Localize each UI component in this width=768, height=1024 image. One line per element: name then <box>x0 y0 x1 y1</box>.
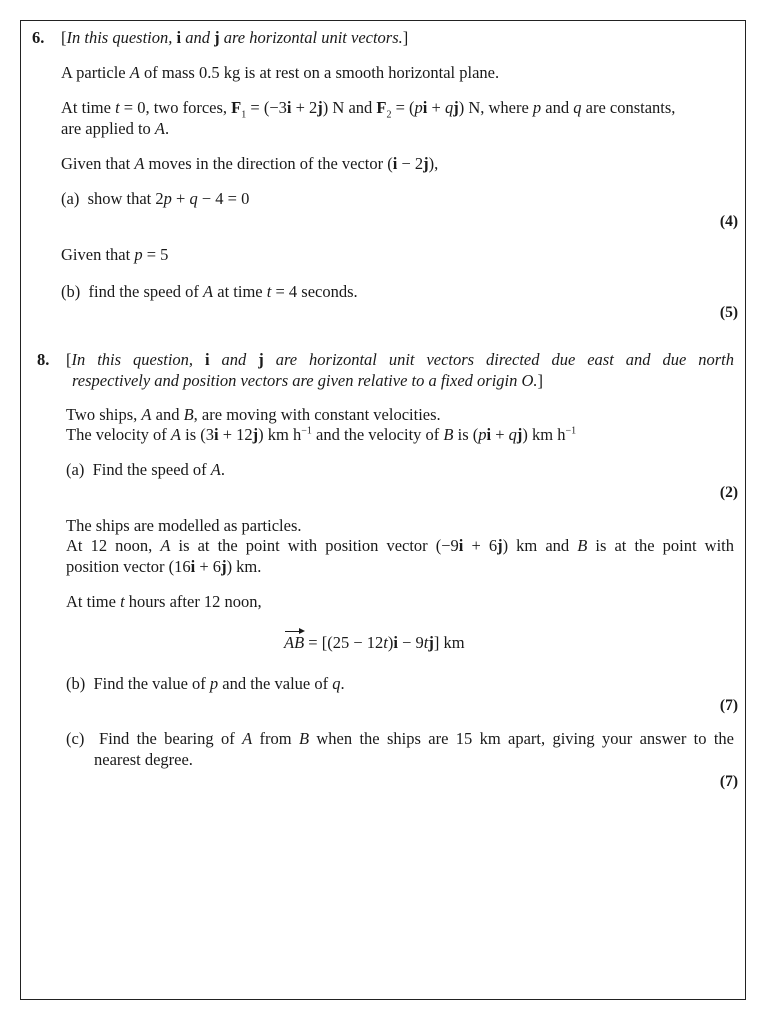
q8-part-c-1: (c) Find the bearing of A from B when the ships are 15 km apart, giving your answer to the <box>66 729 735 748</box>
q6-part-b: (b) find the speed of A at time t = 4 seconds. <box>61 282 358 301</box>
q8-line3: The ships are modelled as particles. <box>66 516 302 535</box>
q8-intro-1: [In this question, i and j are horizontal unit vectors directed due east and due north <box>66 350 734 369</box>
q8-line2: The velocity of A is (3i + 12j) km $h^{-1}$ and the velocity of B is (pi + qj) km $h^{-1}$ <box>66 425 577 444</box>
q8-part-b: (b) Find the value of p and the value of q. <box>66 674 345 693</box>
q6-given: Given that p = 5 <box>61 245 169 264</box>
q8-part-a: (a) Find the speed of A. <box>66 460 226 479</box>
q8-line6: At time t hours after 12 noon, <box>66 592 262 611</box>
q8-marks-a: (2) <box>719 484 738 501</box>
q6-line3: Given that A moves in the direction of the vector (i − 2j), <box>61 154 439 173</box>
q8-line4: At 12 noon, A is at the point with position vector (−9i + 6j) km and B is at the point with <box>66 536 734 555</box>
q8-equation: AB = [(25 − 12t)i − 9tj] km <box>284 633 465 652</box>
q8-line1: Two ships, A and B, are moving with constant velocities. <box>66 405 441 424</box>
q6-line2a: At time t = 0, two forces, $F_1 = (-3i + 2j)$ N and $F_2 = (pi + qj)$ N, where p and q are constants, <box>61 98 676 121</box>
q6-intro: [In this question, i and j are horizontal unit vectors.] <box>61 28 409 47</box>
q6-line1: A particle A of mass 0.5 kg is at rest on a smooth horizontal plane. <box>61 63 500 82</box>
q8-intro-2: respectively and position vectors are given relative to a fixed origin O.] <box>72 371 544 390</box>
q8-marks-b: (7) <box>719 697 738 714</box>
q6-line2b: are applied to A. <box>61 119 170 138</box>
question-6-number: 6. <box>32 28 45 47</box>
q8-part-c-2: nearest degree. <box>94 750 193 769</box>
q6-marks-b: (5) <box>719 304 738 321</box>
q8-marks-c: (7) <box>719 773 738 790</box>
q8-line5: position vector (16i + 6j) km. <box>66 557 262 576</box>
question-8-number: 8. <box>37 350 50 369</box>
q6-marks-a: (4) <box>719 213 738 230</box>
q6-part-a: (a) show that 2p + q − 4 = 0 <box>61 189 250 208</box>
